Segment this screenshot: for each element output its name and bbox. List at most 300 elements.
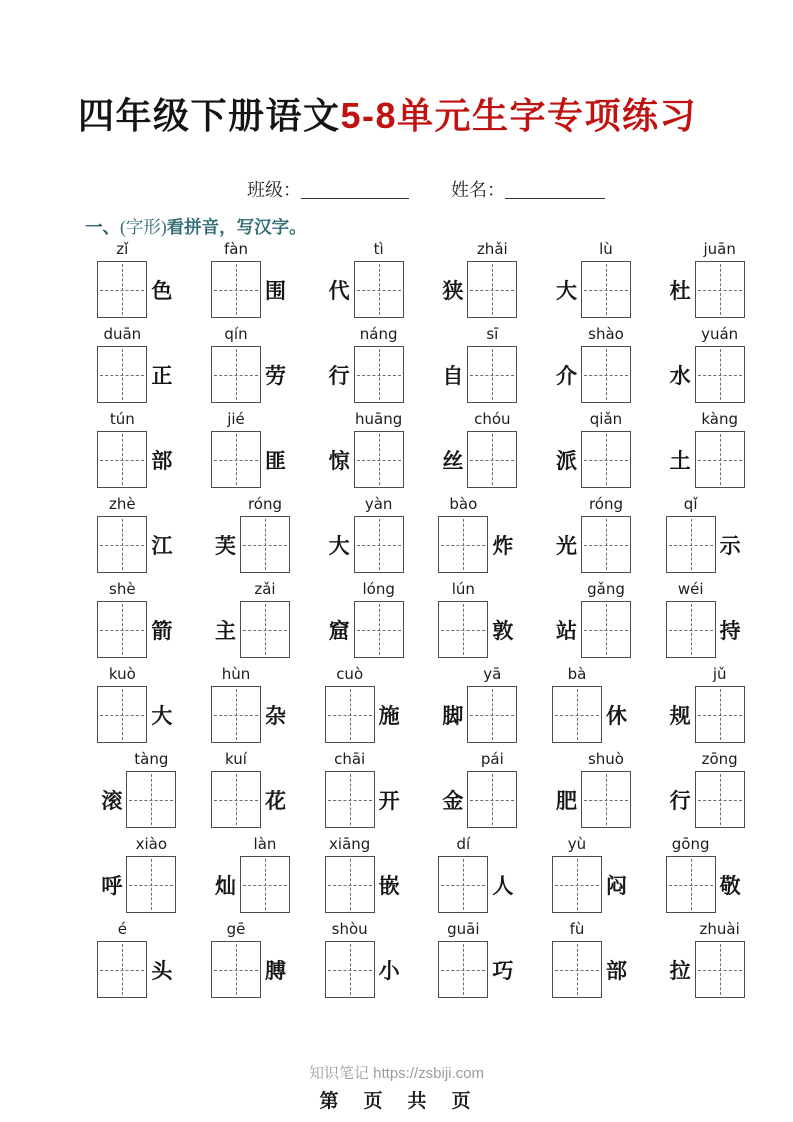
word-cell — [80, 750, 194, 835]
word-cell — [307, 750, 421, 835]
box-with-pinyin — [695, 325, 745, 403]
writing-box[interactable] — [325, 856, 375, 913]
given-char-before: 杜 — [669, 278, 691, 303]
writing-box[interactable] — [354, 346, 404, 403]
class-label: 班级： — [247, 180, 301, 200]
crosshair-vertical-line — [236, 349, 237, 400]
crosshair-vertical-line — [720, 944, 721, 995]
given-char-after: 持 — [719, 618, 741, 643]
crosshair-vertical-line — [720, 689, 721, 740]
crosshair-vertical-line — [492, 434, 493, 485]
word-cell — [421, 410, 535, 495]
box-with-pinyin — [354, 580, 404, 658]
crosshair-vertical-line — [379, 434, 380, 485]
word-cell — [307, 325, 421, 410]
box-with-pinyin — [695, 665, 745, 743]
writing-box[interactable] — [467, 261, 517, 318]
crosshair-vertical-line — [720, 264, 721, 315]
word-cell — [648, 920, 762, 1005]
crosshair-vertical-line — [151, 774, 152, 825]
word-cell — [421, 240, 535, 325]
writing-box[interactable] — [438, 516, 488, 573]
writing-box[interactable] — [97, 686, 147, 743]
pinyin-label: tún — [109, 410, 135, 428]
pinyin-label: lún — [451, 580, 475, 598]
word-cell — [194, 750, 308, 835]
writing-box[interactable] — [695, 686, 745, 743]
word-cell — [535, 835, 649, 920]
box-with-pinyin — [211, 410, 261, 488]
pinyin-label: shào — [588, 325, 624, 343]
pinyin-label: làn — [253, 835, 277, 853]
box-with-pinyin — [552, 665, 602, 743]
writing-box[interactable] — [695, 771, 745, 828]
pinyin-label: yàn — [364, 495, 393, 513]
word-cell — [421, 750, 535, 835]
word-cell — [535, 750, 649, 835]
given-char-before: 自 — [442, 363, 464, 388]
given-char-after: 敦 — [492, 618, 514, 643]
crosshair-vertical-line — [720, 434, 721, 485]
pinyin-label: zhuài — [699, 920, 740, 938]
word-cell — [194, 240, 308, 325]
box-with-pinyin — [467, 240, 517, 318]
pinyin-label: gē — [226, 920, 246, 938]
box-with-pinyin — [552, 835, 602, 913]
word-cell — [80, 410, 194, 495]
writing-box[interactable] — [666, 601, 716, 658]
writing-box[interactable] — [325, 771, 375, 828]
writing-box[interactable] — [467, 771, 517, 828]
writing-box[interactable] — [97, 346, 147, 403]
title-black-part: 四年级下册语文 — [78, 95, 341, 136]
box-with-pinyin — [666, 580, 716, 658]
given-char-before: 行 — [328, 363, 350, 388]
student-info-line — [247, 176, 605, 202]
given-char-after: 围 — [264, 278, 286, 303]
given-char-after: 头 — [151, 958, 173, 983]
given-char-after: 示 — [719, 533, 741, 558]
word-cell — [80, 835, 194, 920]
word-cell — [80, 325, 194, 410]
crosshair-vertical-line — [720, 349, 721, 400]
given-char-before: 金 — [442, 788, 464, 813]
given-char-after: 嵌 — [378, 873, 400, 898]
box-with-pinyin — [695, 240, 745, 318]
given-char-before: 介 — [555, 363, 577, 388]
crosshair-vertical-line — [606, 519, 607, 570]
box-with-pinyin — [354, 240, 404, 318]
pinyin-label: róng — [588, 495, 624, 513]
given-char-after: 小 — [378, 958, 400, 983]
box-with-pinyin — [211, 325, 261, 403]
box-with-pinyin — [695, 750, 745, 828]
pinyin-label: yù — [567, 835, 587, 853]
box-with-pinyin — [126, 750, 176, 828]
box-with-pinyin — [325, 920, 375, 998]
given-char-before: 水 — [669, 363, 691, 388]
crosshair-vertical-line — [265, 519, 266, 570]
writing-box[interactable] — [695, 261, 745, 318]
writing-box[interactable] — [97, 516, 147, 573]
word-cell — [194, 410, 308, 495]
word-cell — [421, 920, 535, 1005]
crosshair-vertical-line — [151, 859, 152, 910]
crosshair-vertical-line — [350, 689, 351, 740]
pinyin-label: cuò — [336, 665, 364, 683]
word-cell — [535, 580, 649, 665]
word-cell — [535, 410, 649, 495]
writing-box[interactable] — [438, 941, 488, 998]
given-char-after: 江 — [151, 533, 173, 558]
writing-box[interactable] — [581, 431, 631, 488]
pinyin-label: shuò — [587, 750, 624, 768]
crosshair-vertical-line — [606, 774, 607, 825]
word-cell — [535, 665, 649, 750]
given-char-after: 箭 — [151, 618, 173, 643]
writing-box[interactable] — [126, 771, 176, 828]
crosshair-vertical-line — [122, 349, 123, 400]
box-with-pinyin — [438, 835, 488, 913]
word-cell — [421, 665, 535, 750]
writing-box[interactable] — [438, 856, 488, 913]
given-char-before: 拉 — [669, 958, 691, 983]
pinyin-label: jǔ — [712, 665, 727, 683]
pinyin-label: pái — [480, 750, 504, 768]
crosshair-vertical-line — [606, 264, 607, 315]
crosshair-vertical-line — [350, 859, 351, 910]
given-char-after: 膊 — [264, 958, 286, 983]
crosshair-vertical-line — [379, 604, 380, 655]
word-cell — [307, 495, 421, 580]
writing-box[interactable] — [211, 346, 261, 403]
box-with-pinyin — [467, 325, 517, 403]
word-cell — [648, 750, 762, 835]
given-char-before: 滚 — [101, 788, 123, 813]
given-char-after: 开 — [378, 788, 400, 813]
box-with-pinyin — [354, 410, 404, 488]
crosshair-vertical-line — [122, 604, 123, 655]
given-char-before: 呼 — [101, 873, 123, 898]
crosshair-vertical-line — [691, 604, 692, 655]
pinyin-label: shè — [109, 580, 136, 598]
footer-site-text: 知识笔记 https://zsbiji.com — [308, 1065, 485, 1082]
pinyin-label: xiào — [135, 835, 168, 853]
pinyin-label: yā — [483, 665, 502, 683]
given-char-before: 规 — [669, 703, 691, 728]
crosshair-vertical-line — [265, 604, 266, 655]
crosshair-vertical-line — [122, 519, 123, 570]
writing-box[interactable] — [126, 856, 176, 913]
box-with-pinyin — [126, 835, 176, 913]
crosshair-vertical-line — [606, 604, 607, 655]
given-char-before: 光 — [555, 533, 577, 558]
pinyin-label: kuí — [225, 750, 247, 768]
pinyin-label: chāi — [334, 750, 366, 768]
word-cell — [194, 665, 308, 750]
writing-box[interactable] — [240, 516, 290, 573]
writing-box[interactable] — [467, 346, 517, 403]
crosshair-vertical-line — [463, 944, 464, 995]
box-with-pinyin — [581, 240, 631, 318]
word-cell — [648, 495, 762, 580]
given-char-before: 主 — [214, 618, 236, 643]
pinyin-label: tì — [373, 240, 384, 258]
box-with-pinyin — [240, 495, 290, 573]
box-with-pinyin — [240, 580, 290, 658]
crosshair-vertical-line — [122, 944, 123, 995]
crosshair-vertical-line — [691, 859, 692, 910]
word-cell — [307, 835, 421, 920]
box-with-pinyin — [467, 750, 517, 828]
pinyin-label: zhè — [109, 495, 136, 513]
writing-box[interactable] — [467, 686, 517, 743]
writing-box[interactable] — [211, 771, 261, 828]
crosshair-vertical-line — [122, 264, 123, 315]
writing-box[interactable] — [666, 516, 716, 573]
box-with-pinyin — [325, 835, 375, 913]
box-with-pinyin — [438, 580, 488, 658]
pinyin-label: fù — [569, 920, 585, 938]
crosshair-vertical-line — [463, 604, 464, 655]
given-char-before: 惊 — [328, 448, 350, 473]
word-cell — [194, 920, 308, 1005]
box-with-pinyin — [97, 665, 147, 743]
crosshair-vertical-line — [492, 774, 493, 825]
writing-box[interactable] — [581, 771, 631, 828]
writing-box[interactable] — [467, 431, 517, 488]
given-char-after: 色 — [151, 278, 173, 303]
pinyin-label: dí — [456, 835, 471, 853]
given-char-before: 土 — [669, 448, 691, 473]
given-char-before: 派 — [555, 448, 577, 473]
writing-box[interactable] — [581, 601, 631, 658]
box-with-pinyin — [438, 495, 488, 573]
word-cell — [80, 665, 194, 750]
given-char-before: 脚 — [442, 703, 464, 728]
given-char-before: 芙 — [214, 533, 236, 558]
pinyin-label: lù — [599, 240, 613, 258]
pinyin-label: qǐ — [683, 495, 698, 513]
pinyin-label: qiǎn — [589, 410, 623, 428]
pinyin-label: é — [117, 920, 127, 938]
crosshair-vertical-line — [463, 519, 464, 570]
word-cell — [307, 665, 421, 750]
pinyin-label: zōng — [701, 750, 738, 768]
crosshair-vertical-line — [236, 774, 237, 825]
writing-box[interactable] — [581, 346, 631, 403]
section-title: 看拼音，写汉字。 — [166, 217, 307, 237]
pinyin-label: xiāng — [329, 835, 371, 853]
name-label: 姓名： — [451, 180, 505, 200]
box-with-pinyin — [97, 580, 147, 658]
writing-box[interactable] — [552, 856, 602, 913]
box-with-pinyin — [97, 410, 147, 488]
given-char-after: 部 — [151, 448, 173, 473]
writing-box[interactable] — [240, 856, 290, 913]
box-with-pinyin — [581, 495, 631, 573]
writing-box[interactable] — [325, 686, 375, 743]
crosshair-vertical-line — [236, 434, 237, 485]
crosshair-vertical-line — [379, 264, 380, 315]
writing-box[interactable] — [354, 261, 404, 318]
pinyin-label: tàng — [134, 750, 169, 768]
crosshair-vertical-line — [379, 519, 380, 570]
pinyin-label: wéi — [677, 580, 704, 598]
crosshair-vertical-line — [577, 689, 578, 740]
writing-box[interactable] — [211, 941, 261, 998]
name-blank-field[interactable] — [505, 181, 605, 199]
pinyin-label: qín — [224, 325, 248, 343]
crosshair-vertical-line — [265, 859, 266, 910]
section-heading — [85, 214, 307, 239]
writing-box[interactable] — [354, 601, 404, 658]
word-cell — [194, 580, 308, 665]
pinyin-label: juān — [703, 240, 736, 258]
writing-box[interactable] — [211, 686, 261, 743]
crosshair-vertical-line — [236, 689, 237, 740]
given-char-before: 灿 — [214, 873, 236, 898]
given-char-after: 大 — [151, 703, 173, 728]
pinyin-label: chóu — [474, 410, 511, 428]
word-cell — [535, 240, 649, 325]
writing-box[interactable] — [211, 261, 261, 318]
writing-box[interactable] — [552, 686, 602, 743]
pinyin-writing-grid — [80, 240, 762, 1005]
pinyin-label: guāi — [447, 920, 480, 938]
pinyin-label: duān — [103, 325, 142, 343]
word-cell — [535, 495, 649, 580]
pinyin-label: bào — [449, 495, 478, 513]
box-with-pinyin — [581, 410, 631, 488]
given-char-after: 闷 — [605, 873, 627, 898]
crosshair-vertical-line — [606, 349, 607, 400]
given-char-after: 人 — [492, 873, 514, 898]
box-with-pinyin — [695, 920, 745, 998]
word-cell — [648, 410, 762, 495]
given-char-after: 正 — [151, 363, 173, 388]
box-with-pinyin — [581, 750, 631, 828]
given-char-before: 肥 — [555, 788, 577, 813]
word-cell — [535, 325, 649, 410]
pinyin-label: sī — [486, 325, 499, 343]
word-cell — [648, 665, 762, 750]
word-cell — [307, 410, 421, 495]
writing-box[interactable] — [581, 516, 631, 573]
writing-box[interactable] — [552, 941, 602, 998]
writing-box[interactable] — [97, 601, 147, 658]
word-cell — [194, 495, 308, 580]
writing-box[interactable] — [97, 941, 147, 998]
crosshair-vertical-line — [720, 774, 721, 825]
pinyin-label: bà — [567, 665, 587, 683]
crosshair-vertical-line — [492, 689, 493, 740]
word-cell — [307, 920, 421, 1005]
box-with-pinyin — [325, 665, 375, 743]
pinyin-label: náng — [359, 325, 398, 343]
box-with-pinyin — [354, 495, 404, 573]
crosshair-vertical-line — [379, 349, 380, 400]
given-char-after: 休 — [605, 703, 627, 728]
crosshair-vertical-line — [577, 859, 578, 910]
crosshair-vertical-line — [350, 774, 351, 825]
writing-box[interactable] — [325, 941, 375, 998]
pinyin-label: yuán — [701, 325, 739, 343]
pinyin-label: jié — [227, 410, 245, 428]
footer-page-number: 第 页 共 页 — [319, 1091, 474, 1112]
given-char-after: 花 — [264, 788, 286, 813]
pinyin-label: huāng — [355, 410, 403, 428]
given-char-before: 大 — [328, 533, 350, 558]
crosshair-vertical-line — [606, 434, 607, 485]
box-with-pinyin — [97, 920, 147, 998]
word-cell — [648, 580, 762, 665]
box-with-pinyin — [695, 410, 745, 488]
crosshair-vertical-line — [691, 519, 692, 570]
writing-box[interactable] — [695, 431, 745, 488]
section-number: 一、 — [85, 217, 120, 237]
writing-box[interactable] — [211, 431, 261, 488]
given-char-before: 站 — [555, 618, 577, 643]
pinyin-label: fàn — [223, 240, 248, 258]
writing-box[interactable] — [97, 261, 147, 318]
given-char-after: 匪 — [264, 448, 286, 473]
box-with-pinyin — [211, 240, 261, 318]
title-red-part: 5-8单元生字专项练习 — [340, 95, 698, 136]
crosshair-vertical-line — [492, 264, 493, 315]
pinyin-label: kuò — [108, 665, 136, 683]
given-char-after: 敬 — [719, 873, 741, 898]
writing-box[interactable] — [695, 941, 745, 998]
box-with-pinyin — [467, 665, 517, 743]
box-with-pinyin — [240, 835, 290, 913]
box-with-pinyin — [97, 240, 147, 318]
given-char-before: 大 — [555, 278, 577, 303]
pinyin-label: lóng — [362, 580, 395, 598]
word-cell — [421, 495, 535, 580]
writing-box[interactable] — [354, 516, 404, 573]
given-char-after: 施 — [378, 703, 400, 728]
given-char-before: 窟 — [328, 618, 350, 643]
writing-box[interactable] — [695, 346, 745, 403]
writing-box[interactable] — [240, 601, 290, 658]
word-cell — [80, 240, 194, 325]
box-with-pinyin — [666, 495, 716, 573]
pinyin-label: zǐ — [116, 240, 129, 258]
writing-box[interactable] — [438, 601, 488, 658]
pinyin-label: róng — [247, 495, 283, 513]
given-char-after: 巧 — [492, 958, 514, 983]
page-title — [78, 88, 697, 139]
class-blank-field[interactable] — [301, 181, 409, 199]
given-char-before: 行 — [669, 788, 691, 813]
box-with-pinyin — [354, 325, 404, 403]
given-char-after: 劳 — [264, 363, 286, 388]
crosshair-vertical-line — [122, 434, 123, 485]
crosshair-vertical-line — [122, 689, 123, 740]
word-cell — [307, 580, 421, 665]
word-cell — [535, 920, 649, 1005]
writing-box[interactable] — [354, 431, 404, 488]
writing-box[interactable] — [97, 431, 147, 488]
box-with-pinyin — [438, 920, 488, 998]
given-char-before: 狭 — [442, 278, 464, 303]
writing-box[interactable] — [666, 856, 716, 913]
section-tag: (字形) — [120, 217, 167, 237]
box-with-pinyin — [97, 325, 147, 403]
writing-box[interactable] — [581, 261, 631, 318]
word-cell — [648, 240, 762, 325]
